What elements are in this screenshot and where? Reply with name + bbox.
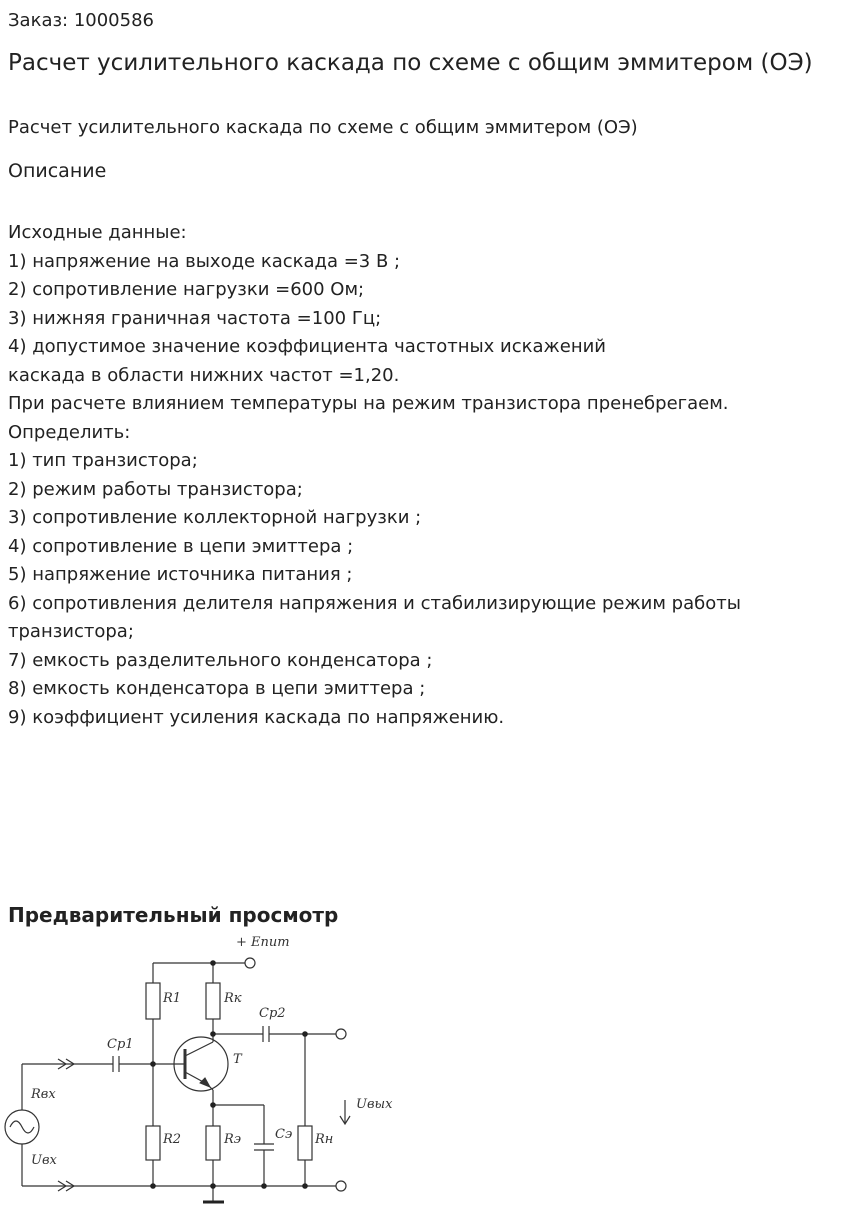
label-rk: Rк: [224, 991, 242, 1006]
description-line: 5) напряжение источника питания ;: [8, 564, 353, 585]
label-rvh: Rвх: [31, 1087, 56, 1102]
page-subtitle: Расчет усилительного каскада по схеме с общим эммитером (ОЭ): [8, 117, 638, 138]
description-line: 8) емкость конденсатора в цепи эмиттера ;: [8, 678, 426, 699]
supply-terminal: [245, 958, 255, 968]
preview-heading: Предварительный просмотр: [8, 903, 339, 927]
output-ground-terminal: [336, 1181, 346, 1191]
resistor-rn: [298, 1126, 312, 1160]
description-line: 1) тип транзистора;: [8, 450, 198, 471]
label-rn: Rн: [315, 1132, 334, 1147]
description-line: каскада в области нижних частот =1,20.: [8, 364, 400, 386]
description-line: 3) нижняя граничная частота =100 Гц;: [8, 307, 382, 329]
description-heading: Описание: [8, 160, 107, 182]
description-line: При расчете влиянием температуры на режим транзистора пренебрегаем.: [8, 393, 729, 414]
resistor-r1: [146, 983, 160, 1019]
ac-source-icon: [5, 1110, 39, 1144]
description-line: Определить:: [8, 421, 131, 443]
description-line: 7) емкость разделительного конденсатора ;: [8, 649, 433, 671]
label-cp2: Cp2: [259, 1006, 286, 1021]
description-line: 4) допустимое значение коэффициента частотных искажений: [8, 336, 607, 357]
label-r1: R1: [163, 991, 182, 1006]
label-epit: + Eпит: [236, 935, 290, 950]
description-line: 2) режим работы транзистора;: [8, 478, 303, 500]
label-t: T: [233, 1052, 242, 1067]
description-line: транзистора;: [8, 621, 134, 642]
label-uvyh: Uвых: [356, 1097, 393, 1112]
description-line: 3) сопротивление коллекторной нагрузки ;: [8, 507, 422, 528]
order-number: Заказ: 1000586: [8, 10, 154, 31]
description-line: 9) коэффициент усиления каскада по напряжению.: [8, 706, 505, 728]
description-line: 2) сопротивление нагрузки =600 Ом;: [8, 279, 365, 300]
description-line: 6) сопротивления делителя напряжения и стабилизирующие режим работы: [8, 592, 741, 614]
label-cp1: Cp1: [107, 1037, 134, 1052]
resistor-rk: [206, 983, 220, 1019]
label-r2: R2: [163, 1132, 182, 1147]
description-line: Исходные данные:: [8, 222, 187, 243]
resistor-r2: [146, 1126, 160, 1160]
circuit-schematic: [0, 930, 400, 1210]
description-line: 4) сопротивление в цепи эмиттера ;: [8, 535, 354, 557]
label-re: Rэ: [224, 1132, 242, 1147]
description-line: 1) напряжение на выходе каскада =3 В ;: [8, 250, 401, 272]
label-ce: Cэ: [275, 1127, 293, 1142]
label-uvh: Uвх: [31, 1153, 57, 1168]
resistor-re: [206, 1126, 220, 1160]
page-title: Расчет усилительного каскада по схеме с общим эммитером (ОЭ): [8, 50, 813, 76]
output-terminal: [336, 1029, 346, 1039]
description-body: [8, 219, 838, 732]
